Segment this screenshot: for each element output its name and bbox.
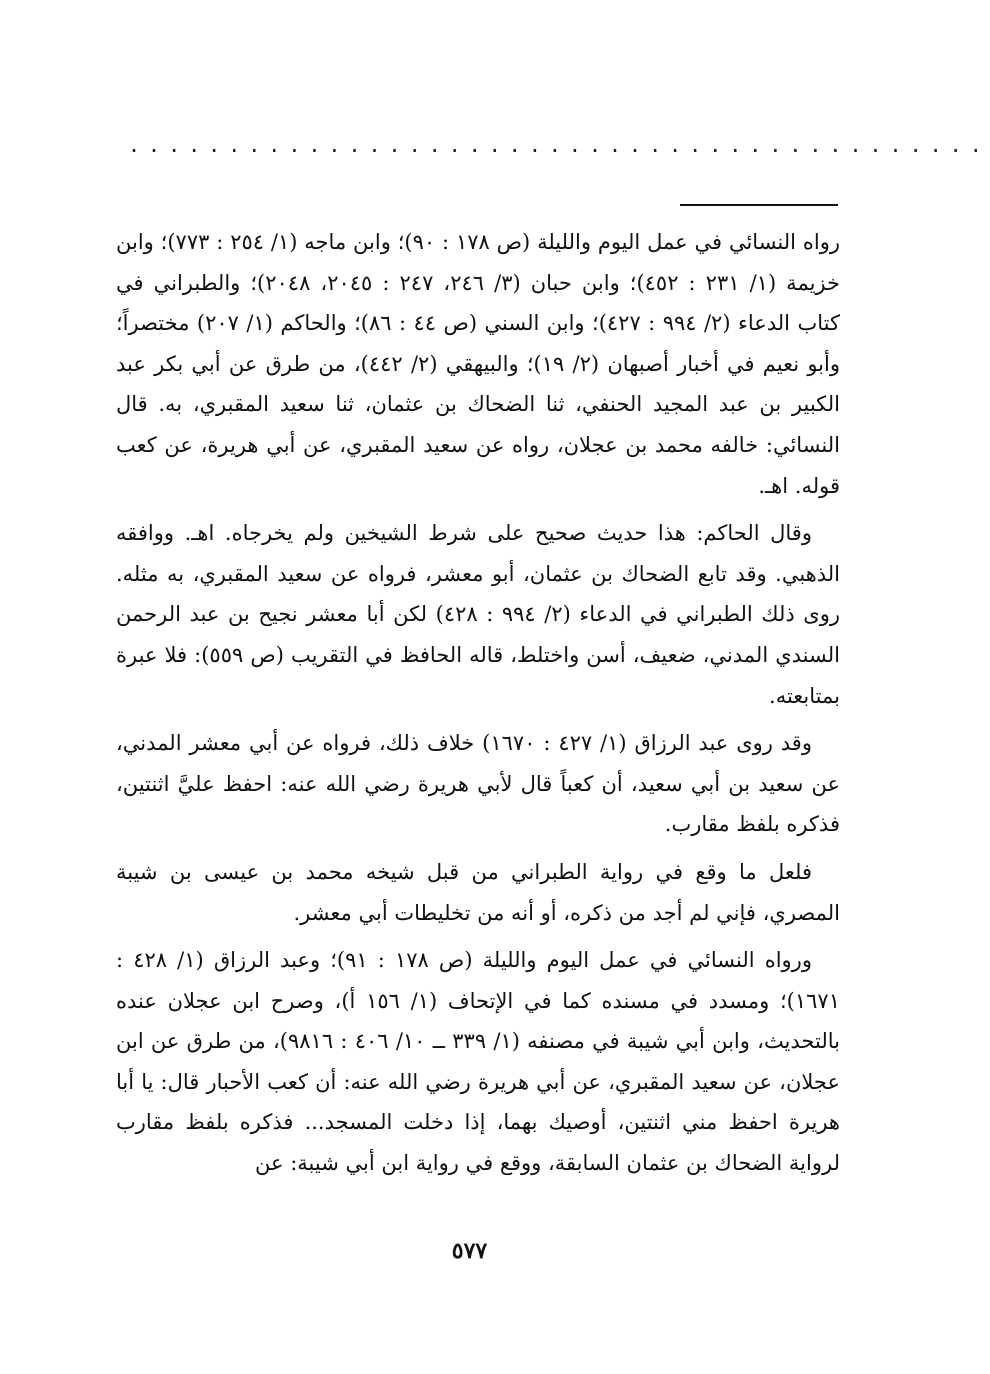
paragraph-5: ورواه النسائي في عمل اليوم والليلة (ص ١٧٨ : ٩١)؛ وعبد الرزاق (١/ ٤٢٨ : ١٦٧١)؛ ومسدد في مسنده كما في الإتحاف (١/ ١٥٦ أ)، وصرح ابن عجلان عنده بالتحديث، وابن أبي شيبة في مصنفه (١/ ٣٣٩ ــ ١٠/ ٤٠٦ : ٩٨١٦)، من طرق عن ابن عجلان، عن سعيد المقبري، عن أبي هريرة رضي الله عنه: أن كعب الأحبار قال: يا أبا هريرة احفظ مني اثنتين، أوصيك بهما، إذا دخلت المسجد... فذكره بلفظ مقارب لرواية الضحاك بن عثمان السابقة، ووقع في رواية ابن أبي شيبة: عن (116, 948, 840, 1176)
separator-dots: ........................................... (128, 133, 990, 157)
paragraph-2: وقال الحاكم: هذا حديث صحيح على شرط الشيخين ولم يخرجاه. اهـ. ووافقه الذهبي. وقد تابع الضحاك بن عثمان، أبو معشر، فرواه عن سعيد المقبري، به مثله. روى ذلك الطبراني في الدعاء (٢/ ٩٩٤ : ٤٢٨) لكن أبا معشر نجيح بن عبد الرحمن السندي المدني، ضعيف، أسن واختلط، قاله الحافظ في التقريب (ص ٥٥٩): فلا عبرة بمتابعته. (116, 521, 840, 708)
footnote-rule (680, 204, 838, 206)
paragraph-4: فلعل ما وقع في رواية الطبراني من قبل شيخه محمد بن عيسى بن شيبة المصري، فإني لم أجد من ذكره، أو أنه من تخليطات أبي معشر. (116, 859, 840, 925)
paragraph-1: رواه النسائي في عمل اليوم والليلة (ص ١٧٨ : ٩٠)؛ وابن ماجه (١/ ٢٥٤ : ٧٧٣)؛ وابن خزيمة (١/ ٢٣١ : ٤٥٢)؛ وابن حبان (٣/ ٢٤٦، ٢٤٧ : ٢٠٤٥، ٢٠٤٨)؛ والطبراني في كتاب الدعاء (٢/ ٩٩٤ : ٤٢٧)؛ وابن السني (ص ٤٤ : ٨٦)؛ والحاكم (١/ ٢٠٧) مختصراً؛ وأبو نعيم في أخبار أصبهان (٢/ ١٩)؛ والبيهقي (٢/ ٤٤٢)، من طرق عن أبي بكر عبد الكبير بن عبد المجيد الحنفي، ثنا الضحاك بن عثمان، ثنا سعيد المقبري، به. قال النسائي: خالفه محمد بن عجلان، رواه عن سعيد المقبري، عن أبي هريرة، عن كعب قوله. اهـ. (116, 230, 841, 498)
page-number: ٥٧٧ (451, 1238, 488, 1264)
footnote-text (116, 222, 840, 1191)
paragraph-3: وقد روى عبد الرزاق (١/ ٤٢٧ : ١٦٧٠) خلاف ذلك، فرواه عن أبي معشر المدني، عن سعيد بن أبي سعيد، أن كعباً قال لأبي هريرة رضي الله عنه: احفظ عليَّ اثنتين، فذكره بلفظ مقارب. (116, 731, 840, 837)
